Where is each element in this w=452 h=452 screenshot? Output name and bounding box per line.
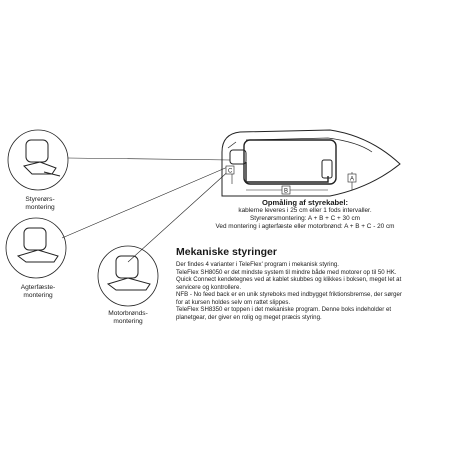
leader-line-steering xyxy=(68,158,230,160)
measurement-line: Ved montering i agterfæste eller motorbrønd: A + B + C - 20 cm xyxy=(215,223,395,230)
measurement-line: Styrerørsmontering: A + B + C + 30 cm xyxy=(250,215,360,222)
body-line: servicere og kontrollere. xyxy=(176,283,242,291)
steering-tube-mount-circle xyxy=(8,130,68,190)
cable-measurement-block xyxy=(205,198,405,231)
motorwell-mount-label: Motorbrønds- montering xyxy=(108,310,148,325)
motorwell-mount-circle xyxy=(98,246,158,306)
body-line: TeleFlex SH8350 er toppen i det mekaniske program. Denne boks indeholder et xyxy=(176,306,392,313)
measurement-title: Opmåling af styrekabel: xyxy=(261,198,349,207)
steering-tube-mount-label: Styrerørs- montering xyxy=(25,196,55,211)
diagram-letter-a: A xyxy=(350,176,355,183)
body-line: planetgear, der giver en rolig og meget præcis styring. xyxy=(176,313,322,321)
section-heading: Mekaniske styringer xyxy=(176,246,277,258)
steering-helm xyxy=(322,160,332,178)
measurement-line: kablerne leveres i 25 cm eller 1 fods intervaller. xyxy=(238,207,372,214)
body-line: Der findes 4 varianter i TeleFlex' program i mekanisk styring. xyxy=(176,261,339,268)
mechanical-steering-section xyxy=(176,246,446,321)
diagram-letter-b: B xyxy=(284,188,289,195)
body-line: TeleFlex SH8050 er det mindste system til mindre både med motorer op til 50 HK. xyxy=(176,268,397,276)
body-line: for at kursen holdes selv om rattet slippes. xyxy=(176,298,291,306)
cable-route xyxy=(246,162,328,182)
body-line: Quick Connect kendetegnes ved at kablet skubbes og klikkes i boksen, meget let at xyxy=(176,276,402,283)
transom-mount-circle xyxy=(6,218,66,278)
transom-mount-label: Agterfæste- montering xyxy=(20,284,56,299)
diagram-letter-c: C xyxy=(228,168,233,175)
body-line: NFB - No feed back er en unik styreboks med indbygget friktionsbremse, der sørger xyxy=(176,291,402,298)
